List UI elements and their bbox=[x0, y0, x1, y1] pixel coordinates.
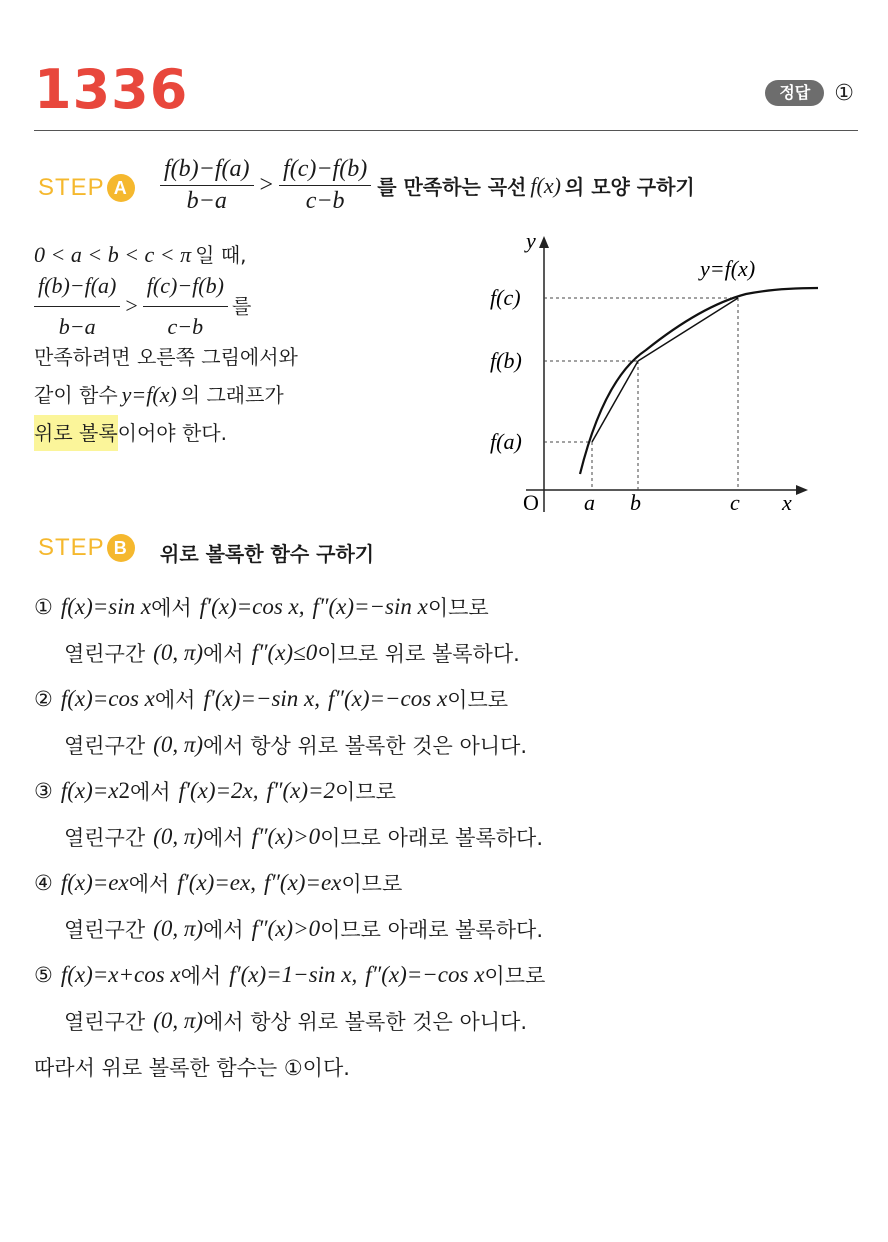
greater-than-sign: > bbox=[259, 172, 274, 198]
choice-4-condition: f″(x)>0 bbox=[251, 916, 321, 941]
choice-3-interval-label: 열린구간 bbox=[64, 826, 146, 850]
choice-3-fx: f(x)=x bbox=[60, 778, 119, 803]
explain-line-5-post: 이어야 한다. bbox=[117, 421, 227, 445]
step-a-lhs-fraction bbox=[160, 156, 254, 215]
explain-line-4 bbox=[34, 376, 474, 414]
choice-1-condition: f″(x)≤0 bbox=[251, 640, 318, 665]
choice-2-interval: (0, π) bbox=[153, 732, 203, 757]
explain-rhs-fraction bbox=[143, 268, 228, 345]
choice-5-interval-label: 열린구간 bbox=[64, 1010, 146, 1034]
choice-4-text-b: 이므로 bbox=[341, 872, 403, 896]
explain-line-3: 만족하려면 오른쪽 그림에서와 bbox=[34, 345, 298, 369]
choice-4-result: 이므로 아래로 볼록하다. bbox=[320, 918, 543, 942]
answer-badge: 정답 bbox=[765, 80, 824, 106]
choice-4-f2: f″(x)=e bbox=[263, 870, 332, 895]
choice-1-text-a: 에서 bbox=[151, 596, 192, 620]
choice-2-f2: f″(x)=−cos x bbox=[328, 686, 448, 711]
step-a-explanation bbox=[34, 236, 474, 452]
conclusion: 따라서 위로 볼록한 함수는 ①이다. bbox=[34, 1056, 350, 1080]
choice-1-line-2 bbox=[34, 630, 864, 676]
y-tick-fc: f(c) bbox=[490, 285, 521, 310]
choice-2-f1: f′(x)=−sin x, bbox=[203, 686, 321, 711]
choice-5-mark: ⑤ bbox=[34, 963, 53, 987]
choice-3-interval: (0, π) bbox=[153, 824, 203, 849]
step-a-heading bbox=[38, 156, 858, 226]
explain-rhs-denominator: c−b bbox=[167, 313, 204, 339]
choice-3-exponent: 2 bbox=[118, 778, 130, 803]
y-tick-fa: f(a) bbox=[490, 429, 522, 454]
explain-gt-sign: > bbox=[125, 293, 138, 318]
choice-2-mark: ② bbox=[34, 687, 53, 711]
choice-2-result: 에서 항상 위로 볼록한 것은 아니다. bbox=[203, 734, 528, 758]
choice-1-result: 이므로 위로 볼록하다. bbox=[317, 642, 520, 666]
y-axis-arrow-icon bbox=[539, 236, 549, 248]
choice-4-fx: f(x)=e bbox=[60, 870, 119, 895]
step-b-title: 위로 볼록한 함수 구하기 bbox=[160, 542, 375, 566]
choice-5-interval: (0, π) bbox=[153, 1008, 203, 1033]
chord-ab bbox=[592, 361, 638, 442]
choice-5-fx: f(x)=x+cos x bbox=[60, 962, 181, 987]
choice-1-mark: ① bbox=[34, 595, 53, 619]
x-axis-arrow-icon bbox=[796, 485, 808, 495]
explain-line-4-pre: 같이 함수 bbox=[34, 383, 118, 407]
choice-1-fx: f(x)=sin x bbox=[60, 594, 152, 619]
y-tick-fb: f(b) bbox=[490, 348, 522, 373]
lhs-numerator: f(b)−f(a) bbox=[160, 156, 254, 186]
choice-4-text-a: 에서 bbox=[128, 872, 170, 896]
x-tick-b: b bbox=[630, 490, 641, 515]
step-b-tag bbox=[38, 534, 135, 562]
choice-4-exponent-b: x bbox=[239, 870, 251, 895]
choice-4-mark: ④ bbox=[34, 871, 53, 895]
choice-4-exponent-a: x bbox=[118, 870, 129, 895]
y-axis-label: y bbox=[526, 228, 536, 253]
choice-2-line-1 bbox=[34, 676, 864, 722]
step-a-rhs-fraction bbox=[279, 156, 371, 215]
origin-label: O bbox=[523, 490, 539, 515]
choice-1-line-1 bbox=[34, 584, 864, 630]
choice-4-line-2 bbox=[34, 906, 864, 952]
step-a-title-math: f(x) bbox=[530, 172, 561, 198]
choice-5-f1: f′(x)=1−sin x, bbox=[229, 962, 358, 987]
choice-1-interval-label: 열린구간 bbox=[64, 642, 146, 666]
lhs-denominator: b−a bbox=[186, 188, 227, 214]
inequality-chain: 0 < a < b < c < π bbox=[34, 242, 192, 267]
choice-3-mark: ③ bbox=[34, 779, 53, 803]
explain-lhs-denominator: b−a bbox=[58, 313, 96, 339]
choice-4-line-1 bbox=[34, 860, 864, 906]
step-a-tag-text: STEP bbox=[38, 174, 105, 201]
choice-3-text-c: 에서 bbox=[203, 826, 244, 850]
step-a-title bbox=[377, 171, 695, 200]
choice-4-comma: , bbox=[250, 870, 256, 895]
explain-line-4-math: y=f(x) bbox=[121, 382, 177, 407]
curve-label: y=f(x) bbox=[700, 256, 756, 281]
choice-3-text-a: 에서 bbox=[129, 780, 171, 804]
explain-rhs-numerator: f(c)−f(b) bbox=[143, 268, 228, 307]
concave-graph bbox=[486, 228, 826, 524]
choice-3-line-1 bbox=[34, 768, 864, 814]
choice-3-text-b: 이므로 bbox=[335, 780, 396, 804]
choice-2-text-a: 에서 bbox=[154, 688, 196, 712]
choice-1-text-b: 이므로 bbox=[427, 596, 489, 620]
choice-1-interval: (0, π) bbox=[153, 640, 203, 665]
choice-5-line-1 bbox=[34, 952, 864, 998]
choice-3-line-2 bbox=[34, 814, 864, 860]
choice-3-f2: f″(x)=2 bbox=[266, 778, 336, 803]
rhs-denominator: c−b bbox=[305, 188, 345, 214]
curve-fx bbox=[580, 288, 818, 474]
choice-5-text-b: 이므로 bbox=[484, 964, 546, 988]
answer-box bbox=[765, 80, 854, 106]
choice-2-interval-label: 열린구간 bbox=[64, 734, 146, 758]
choice-1-text-c: 에서 bbox=[203, 642, 244, 666]
choice-2-text-b: 이므로 bbox=[447, 688, 509, 712]
explain-fraction-suffix: 를 bbox=[231, 294, 252, 318]
choice-4-interval: (0, π) bbox=[153, 916, 203, 941]
choice-5-f2: f″(x)=−cos x bbox=[365, 962, 485, 987]
choice-4-exponent-c: x bbox=[331, 870, 342, 895]
x-tick-a: a bbox=[584, 490, 595, 515]
step-a-title-post: 의 모양 구하기 bbox=[564, 175, 695, 199]
choice-1-f2: f″(x)=−sin x bbox=[312, 594, 428, 619]
explain-lhs-numerator: f(b)−f(a) bbox=[34, 268, 120, 307]
choice-3-f1: f′(x)=2x, bbox=[178, 778, 259, 803]
choice-3-condition: f″(x)>0 bbox=[251, 824, 321, 849]
rhs-numerator: f(c)−f(b) bbox=[279, 156, 371, 186]
choice-5-text-a: 에서 bbox=[180, 964, 222, 988]
choice-4-text-c: 에서 bbox=[203, 918, 244, 942]
choice-4-f1: f′(x)=e bbox=[177, 870, 240, 895]
step-b-letter-badge: B bbox=[107, 534, 135, 562]
header-divider bbox=[34, 130, 858, 131]
choice-list bbox=[34, 584, 864, 1090]
step-a-formula bbox=[160, 156, 695, 215]
x-axis-label: x bbox=[782, 490, 792, 515]
explain-lhs-fraction bbox=[34, 268, 120, 345]
choice-2-line-2 bbox=[34, 722, 864, 768]
choice-5-result: 에서 항상 위로 볼록한 것은 아니다. bbox=[203, 1010, 528, 1034]
step-a-letter-badge: A bbox=[107, 174, 135, 202]
explain-fraction-line bbox=[34, 274, 474, 338]
step-b-tag-text: STEP bbox=[38, 534, 105, 561]
choice-4-interval-label: 열린구간 bbox=[64, 918, 146, 942]
chord-bc bbox=[638, 298, 738, 361]
x-tick-c: c bbox=[730, 490, 740, 515]
choice-1-f1: f′(x)=cos x, bbox=[199, 594, 305, 619]
step-a-title-pre: 를 만족하는 곡선 bbox=[377, 175, 527, 199]
problem-number: 1336 bbox=[34, 58, 189, 121]
choice-5-line-2 bbox=[34, 998, 864, 1044]
explain-line-4-post: 의 그래프가 bbox=[180, 383, 284, 407]
answer-value: ① bbox=[834, 80, 854, 106]
choice-2-fx: f(x)=cos x bbox=[60, 686, 155, 711]
concave-highlight: 위로 볼록 bbox=[34, 415, 118, 451]
step-a-tag bbox=[38, 174, 135, 202]
step-b-heading bbox=[38, 534, 858, 570]
explain-line-5 bbox=[34, 414, 474, 452]
choice-3-result: 이므로 아래로 볼록하다. bbox=[320, 826, 543, 850]
explain-line-1-text: 일 때, bbox=[195, 243, 247, 267]
